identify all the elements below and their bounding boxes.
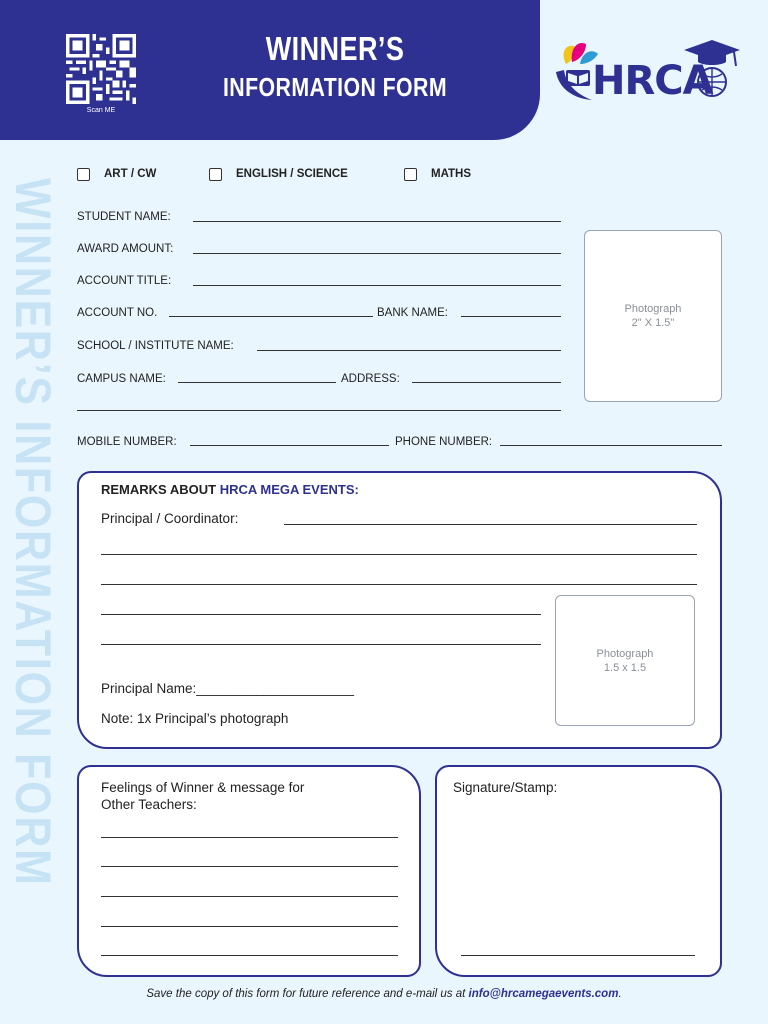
principal-photo-box[interactable] [555,595,695,726]
logo-text: HRCA [592,58,713,104]
account-no-label: ACCOUNT NO. [77,307,158,319]
phone-label: PHONE NUMBER: [395,436,493,448]
category-label: ENGLISH / SCIENCE [236,168,348,180]
feelings-line[interactable] [101,896,398,897]
student-name-field[interactable] [193,221,561,222]
footer-note [0,988,768,1000]
award-amount-field[interactable] [193,253,561,254]
category-art[interactable] [77,167,156,181]
checkbox-maths[interactable] [404,168,417,181]
school-label: SCHOOL / INSTITUTE NAME: [77,340,234,352]
feelings-line[interactable] [101,837,398,838]
school-field[interactable] [257,350,561,351]
feelings-line[interactable] [101,955,398,956]
remarks-line[interactable] [101,584,697,585]
award-amount-label: AWARD AMOUNT: [77,243,174,255]
bank-name-label: BANK NAME: [377,307,448,319]
remarks-heading [101,482,359,497]
category-english-science[interactable] [209,167,348,181]
photo-label: Photograph [624,303,682,315]
campus-field[interactable] [178,382,336,383]
principal-name-field[interactable]: Principal Name:_____________________ [101,681,354,696]
address-field-line2[interactable] [77,410,561,411]
bank-name-field[interactable] [461,316,561,317]
signature-field[interactable] [461,955,695,956]
signature-card [435,765,722,977]
form-title-line1: WINNER’S [265,30,405,67]
mobile-field[interactable] [190,445,389,446]
category-label: ART / CW [104,168,157,180]
qr-label: Scan ME [86,107,116,114]
feelings-line[interactable] [101,926,398,927]
feelings-label-line1: Feelings of Winner & message for [101,780,305,795]
feelings-line[interactable] [101,866,398,867]
qr-code-icon [64,34,138,104]
photo-size: 1.5 x 1.5 [603,661,647,674]
remarks-line[interactable] [101,644,541,645]
principal-photo-note: Note: 1x Principal’s photograph [101,711,289,726]
account-title-field[interactable] [193,285,561,286]
photo-label: Photograph [596,647,654,660]
principal-coordinator-label: Principal / Coordinator: [101,511,239,526]
checkbox-english-science[interactable] [209,168,222,181]
principal-coordinator-field[interactable] [284,524,697,525]
phone-field[interactable] [500,445,722,446]
footer-email-link[interactable]: info@hrcamegaevents.com [468,988,619,1000]
address-field[interactable] [412,382,561,383]
footer-end: . [618,988,622,1000]
remarks-line[interactable] [101,614,541,615]
remarks-line[interactable] [101,554,697,555]
form-title-line2: INFORMATION FORM [222,72,448,102]
feelings-label-line2: Other Teachers: [101,797,197,812]
campus-label: CAMPUS NAME: [77,373,166,385]
category-label: MATHS [431,168,472,180]
checkbox-art[interactable] [77,168,90,181]
remarks-heading-prefix: REMARKS ABOUT [101,482,220,497]
photo-size: 2" X 1.5" [631,317,675,329]
signature-label: Signature/Stamp: [453,780,558,795]
side-watermark-text: WINNER’S INFORMATION FORM [5,178,61,887]
footer-text: Save the copy of this form for future reference and e-mail us at [146,988,469,1000]
student-name-label: STUDENT NAME: [77,211,171,223]
address-label: ADDRESS: [341,373,400,385]
header-banner [0,0,540,140]
mobile-label: MOBILE NUMBER: [77,436,177,448]
category-maths[interactable] [404,167,471,181]
account-title-label: ACCOUNT TITLE: [77,275,172,287]
student-photo-box[interactable] [584,230,722,402]
account-no-field[interactable] [169,316,373,317]
remarks-heading-brand: HRCA MEGA EVENTS: [219,482,359,497]
